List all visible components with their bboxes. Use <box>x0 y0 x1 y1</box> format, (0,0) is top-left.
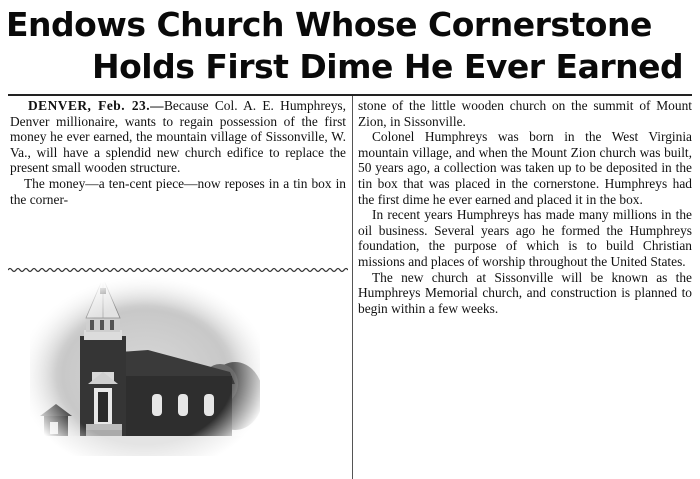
top-rule <box>8 94 692 96</box>
headline <box>0 0 700 92</box>
wavy-divider <box>8 267 348 273</box>
article-column-1 <box>10 98 346 207</box>
headline-line-2: Holds First Dime He Ever Earned <box>92 47 684 86</box>
article-paragraph: The money—a ten-cent piece—now reposes in a tin box in the corner- <box>10 175 346 207</box>
article-paragraph: stone of the little wooden church on the summit of Mount Zion, in Sissonville. <box>358 98 692 129</box>
headline-line-1: Endows Church Whose Cornerstone <box>6 5 652 44</box>
column-divider <box>352 96 353 479</box>
article-column-2 <box>358 98 692 316</box>
paragraph-text: Because Col. A. E. Humphreys, Denver millionaire, wants to regain possession of the first money he ever earned, the mountain village of Sissonville, W. Va., will have a splendid new church edifice to replace the present small wooden structure. <box>10 98 346 176</box>
dateline: DENVER, Feb. 23.— <box>28 98 164 113</box>
church-photo <box>30 276 260 456</box>
article-paragraph <box>10 98 346 176</box>
article-paragraph: Colonel Humphreys was born in the West Virginia mountain village, and when the Mount Zion church was built, 50 years ago, a collection was taken up to be deposited in the tin box that was placed in the cornerstone. Humphreys had the first dime he ever earned and placed it in the box. <box>358 129 692 207</box>
article-paragraph: The new church at Sissonville will be known as the Humphreys Memorial church, and construction is planned to begin within a few weeks. <box>358 269 692 316</box>
article-paragraph: In recent years Humphreys has made many millions in the oil business. Several years ago he formed the Humphreys foundation, the purpose of which is to build Christian missions and places of worship throughout the United States. <box>358 207 692 269</box>
